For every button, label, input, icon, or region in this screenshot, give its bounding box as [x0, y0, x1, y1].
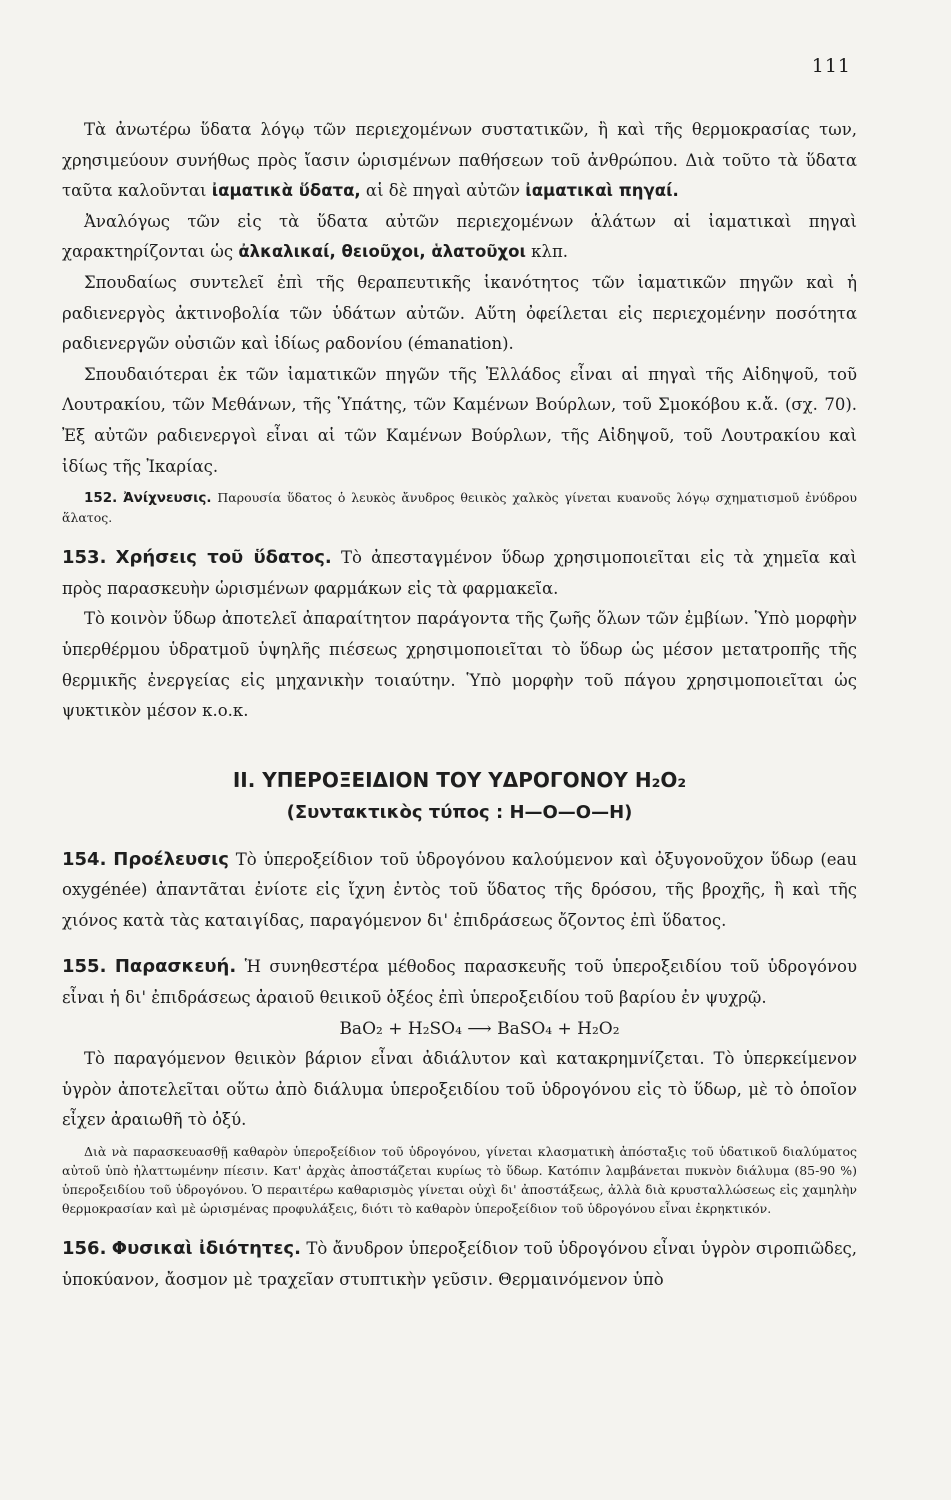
term-healing-waters: ἰαματικὰ ὕδατα, — [211, 181, 361, 201]
section-title: Παρασκευή. — [114, 956, 237, 978]
section-number: 155. — [62, 956, 107, 978]
section-text: Τὸ ἀπεσταγμένον ὕδωρ χρησιμοποιεῖται εἰς τὰ χημεῖα καὶ πρὸς παρασκευὴν ὡρισμένων φαρμάκων εἰς τὰ φαρμακεῖα. — [62, 548, 858, 598]
section-number: 156. — [62, 1238, 107, 1260]
paragraph-purification: Διὰ νὰ παρασκευασθῇ καθαρὸν ὑπεροξείδιον τοῦ ὑδρογόνου, γίνεται κλασματικὴ ἀπόσταξις τοῦ ὑδατικοῦ διαλύματος αὐτοῦ ὑπὸ ἠλαττωμένην πίεσιν. Κατ' ἀρχὰς ἀποστάζεται κυρίως τὸ ὕδωρ. Κατόπιν λαμβάνεται πυκνὸν διάλυμα (85-90 %) ὑπεροξειδίου τοῦ ὑδρογόνου. Ὁ περαιτέρω καθαρισμὸς γίνεται οὐχὶ δι' ἀποστάξεως, ἀλλὰ διὰ κρυσταλλώσεως εἰς χαμηλὴν θερμοκρασίαν καὶ μὲ ὡρισμένας προφυλάξεις, διότι τὸ καθαρὸν ὑπεροξείδιον τοῦ ὑδρογόνου εἶναι ἐκρηκτικόν. — [62, 1144, 857, 1217]
section-title: Φυσικαὶ ἰδιότητες. — [111, 1238, 301, 1260]
paragraph-healing-waters — [62, 115, 857, 207]
text: αἱ δὲ πηγαὶ αὐτῶν — [365, 181, 521, 201]
term-spring-types: ἀλκαλικαί, θειοῦχοι, ἁλατοῦχοι — [238, 242, 526, 262]
section-number: 154. — [62, 848, 107, 870]
structural-formula — [62, 797, 857, 829]
section-text: Ἡ συνηθεστέρα μέθοδος παρασκευῆς τοῦ ὑπεροξειδίου τοῦ ὑδρογόνου εἶναι ἡ δι' ἐπιδράσεως ἀραιοῦ θειικοῦ ὀξέος ἐπὶ ὑπεροξειδίου τοῦ βαρίου ἐν ψυχρῷ. — [62, 957, 857, 1008]
section-title: Προέλευσις — [113, 848, 229, 870]
paragraph-barium-sulfate: Τὸ παραγόμενον θειικὸν βάριον εἶναι ἀδιάλυτον καὶ κατακρημνίζεται. Τὸ ὑπερκείμενον ὑγρὸν ἀποτελεῖται οὕτω ἀπὸ διάλυμα ὑπεροξειδίου τοῦ ὑδρογόνου εἰς τὸ ὕδωρ, μὲ τὸ ὁποῖον εἶχεν ἀραιωθῆ τὸ ὀξύ. — [62, 1049, 857, 1130]
section-number: 152. — [84, 490, 118, 507]
section-text: Τὸ ἄνυδρον ὑπεροξείδιον τοῦ ὑδρογόνου εἶναι ὑγρὸν σιροπιῶδες, ὑποκύανον, ἄοσμον μὲ τραχεῖαν στυπτικὴν γεῦσιν. Θερμαινόμενον ὑπὸ — [62, 1239, 857, 1289]
section-152 — [62, 488, 857, 527]
section-number: 153. — [62, 547, 107, 569]
text: κλπ. — [531, 242, 569, 262]
section-text: Παρουσία ὕδατος ὁ λευκὸς ἄνυδρος θειικὸς χαλκὸς γίνεται κυανοῦς λόγῳ σχηματισμοῦ ἐνύδρου ἅλατος. — [62, 490, 857, 526]
term-healing-springs: ἰαματικαὶ πηγαί. — [525, 181, 679, 201]
paragraph-spring-types — [62, 207, 857, 268]
section-156 — [62, 1234, 857, 1295]
page-number: 111 — [811, 55, 851, 77]
section-title: Χρήσεις τοῦ ὕδατος. — [115, 547, 332, 569]
formula-label: (Συντακτικὸς τύπος : — [286, 801, 504, 823]
chemical-equation: BaO₂ + H₂SO₄ ⟶ BaSO₄ + H₂O₂ — [339, 1018, 620, 1039]
section-154 — [62, 845, 857, 937]
chapter-title: ΙΙ. ΥΠΕΡΟΞΕΙΔΙΟΝ ΤΟΥ ΥΔΡΟΓΟΝΟΥ H₂O₂ — [232, 767, 687, 792]
text: Τὰ ἀνωτέρω ὕδατα λόγῳ τῶν περιεχομένων συστατικῶν, ἢ καὶ τῆς θερμοκρασίας των, χρησιμεύουν συνήθως πρὸς ἴασιν ὡρισμένων παθήσεων τοῦ ἀνθρώπου. Διὰ τοῦτο τὰ ὕδατα ταῦτα καλοῦνται — [62, 120, 857, 201]
page-body — [62, 115, 857, 1295]
text: Ἀναλόγως τῶν εἰς τὰ ὕδατα αὐτῶν περιεχομένων ἁλάτων αἱ ἰαματικαὶ πηγαὶ χαρακτηρίζονται ὡς — [62, 211, 857, 262]
section-text: Τὸ ὑπεροξείδιον τοῦ ὑδρογόνου καλούμενον καὶ ὀξυγονοῦχον ὕδωρ (eau oxygénée) ἀπαντᾶται ἐνίοτε εἰς ἴχνη ἐντὸς τοῦ ὕδατος τῆς δρόσου, τῆς βροχῆς, ἢ καὶ τῆς χιόνος κατὰ τὰς καταιγίδας, παραγόμενον δι' ἐπιδράσεως ὄζοντος ἐπὶ ὕδατος. — [62, 849, 857, 930]
paragraph-radioactivity: Σπουδαίως συντελεῖ ἐπὶ τῆς θεραπευτικῆς ἱκανότητος τῶν ἰαματικῶν πηγῶν καὶ ἡ ραδιενεργὸς ἀκτινοβολία τῶν ὑδάτων αὐτῶν. Αὕτη ὀφείλεται εἰς περιεχομένην ποσότητα ραδιενεργῶν οὐσιῶν καὶ ἰδίως ραδονίου (émanation). — [62, 272, 857, 354]
paragraph-water-uses: Τὸ κοινὸν ὕδωρ ἀποτελεῖ ἀπαραίτητον παράγοντα τῆς ζωῆς ὅλων τῶν ἐμβίων. Ὑπὸ μορφὴν ὑπερθέρμου ὑδρατμοῦ ὑψηλῆς πιέσεως χρησιμοποιεῖται τὸ ὕδωρ ὡς μέσον μετατροπῆς τῆς θερμικῆς ἐνεργείας εἰς μηχανικὴν τοιαύτην. Ὑπὸ μορφὴν τοῦ πάγου χρησιμοποιεῖται ὡς ψυκτικὸν μέσον κ.ο.κ. — [62, 609, 857, 721]
section-title: Ἀνίχνευσις. — [123, 490, 212, 507]
paragraph-greek-springs: Σπουδαιότεραι ἐκ τῶν ἰαματικῶν πηγῶν τῆς Ἑλλάδος εἶναι αἱ πηγαὶ τῆς Αἰδηψοῦ, τοῦ Λουτρακίου, τῶν Μεθάνων, τῆς Ὑπάτης, τῶν Καμένων Βούρλων, τοῦ Σμοκόβου κ.ἄ. (σχ. 70). Ἐξ αὐτῶν ραδιενεργοὶ εἶναι αἱ τῶν Καμένων Βούρλων, τῆς Αἰδηψοῦ, τοῦ Λουτρακίου καὶ ἰδίως τῆς Ἰκαρίας. — [62, 364, 857, 476]
section-153 — [62, 543, 857, 604]
section-155 — [62, 952, 857, 1013]
formula-value: H—O—O—H) — [509, 801, 633, 823]
